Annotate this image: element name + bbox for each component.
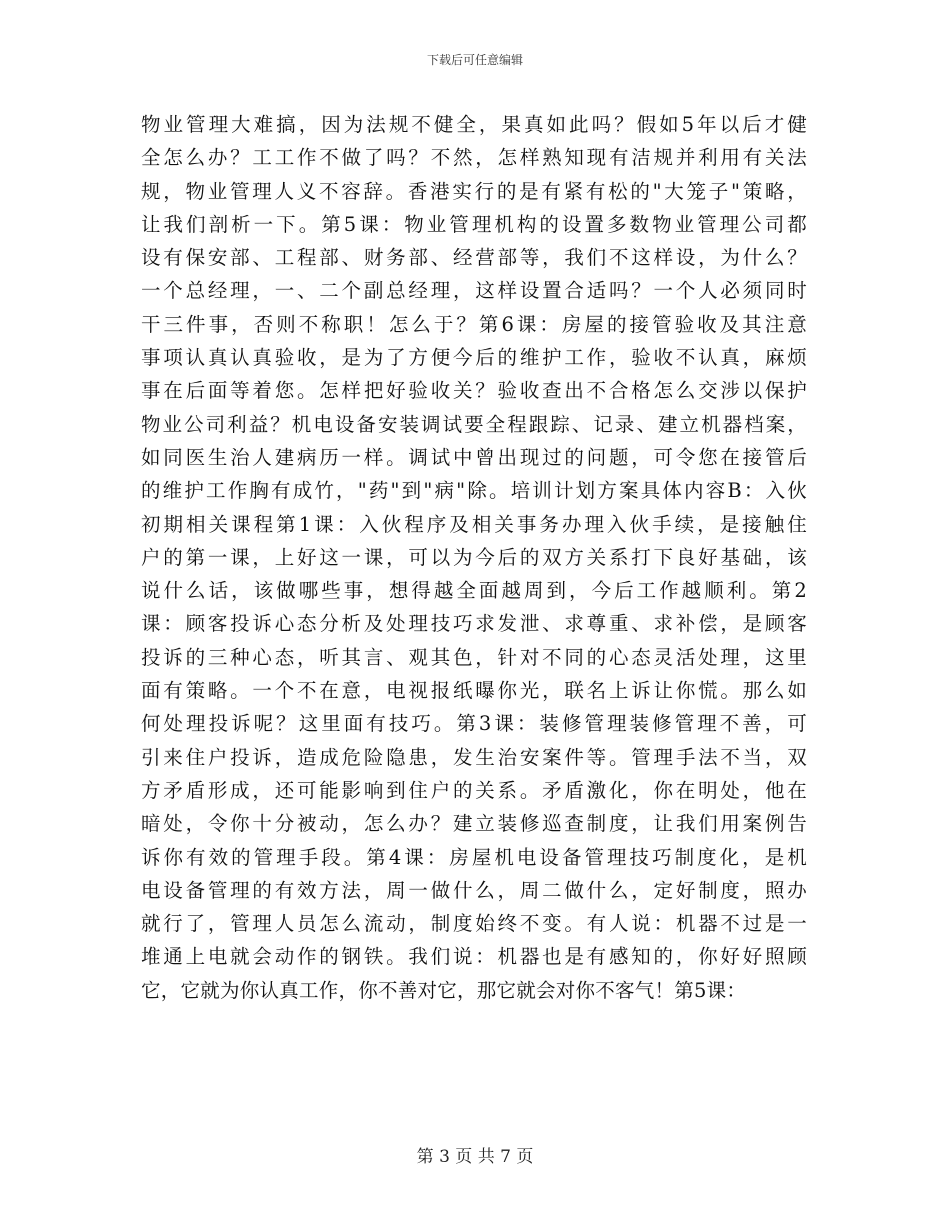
body-text bbox=[141, 108, 807, 1007]
text-line: 方矛盾形成，还可能影响到住户的关系。矛盾激化，你在明处，他在 bbox=[141, 778, 807, 802]
text-line: 诉你有效的管理手段。第4课：房屋机电设备管理技巧制度化，是机 bbox=[141, 845, 807, 869]
page-number: 第 3 页 共 7 页 bbox=[416, 1147, 534, 1167]
text-line: 物业管理大难搞，因为法规不健全，果真如此吗？假如5年以后才健 bbox=[141, 113, 807, 136]
text-line: 就行了，管理人员怎么流动，制度始终不变。有人说：机器不过是一 bbox=[141, 912, 807, 936]
text-line: 投诉的三种心态，听其言、观其色，针对不同的心态灵活处理，这里 bbox=[141, 645, 807, 669]
text-line: 引来住户投诉，造成危险隐患，发生治安案件等。管理手法不当，双 bbox=[141, 745, 807, 769]
text-line: 设有保安部、工程部、财务部、经营部等，我们不这样设，为什么？ bbox=[141, 246, 807, 270]
text-line: 户的第一课，上好这一课，可以为今后的双方关系打下良好基础，该 bbox=[141, 545, 807, 569]
text-line: 物业公司利益？机电设备安装调试要全程跟踪、记录、建立机器档案， bbox=[141, 412, 807, 436]
text-line: 的维护工作胸有成竹，"药"到"病"除。培训计划方案具体内容B：入伙 bbox=[141, 479, 807, 503]
text-line: 暗处，令你十分被动，怎么办？建立装修巡查制度，让我们用案例告 bbox=[141, 812, 807, 836]
text-line: 何处理投诉呢？这里面有技巧。第3课：装修管理装修管理不善，可 bbox=[141, 712, 807, 736]
page-header-note: 下载后可任意编辑 bbox=[426, 53, 523, 67]
text-line: 事项认真认真验收，是为了方便今后的维护工作，验收不认真，麻烦 bbox=[141, 346, 807, 370]
text-line: 一个总经理，一、二个副总经理，这样设置合适吗？一个人必须同时 bbox=[141, 279, 807, 303]
text-line: 全怎么办？工工作不做了吗？不然，怎样熟知现有洁规并利用有关法 bbox=[141, 146, 807, 170]
text-line: 电设备管理的有效方法，周一做什么，周二做什么，定好制度，照办 bbox=[141, 878, 807, 902]
text-line: 规，物业管理人义不容辞。香港实行的是有紧有松的"大笼子"策略， bbox=[141, 179, 807, 203]
text-line: 课：顾客投诉心态分析及处理技巧求发泄、求尊重、求补偿，是顾客 bbox=[141, 612, 807, 636]
text-line: 让我们剖析一下。第5课：物业管理机构的设置多数物业管理公司都 bbox=[141, 212, 807, 236]
text-line: 事在后面等着您。怎样把好验收关？验收查出不合格怎么交涉以保护 bbox=[141, 379, 807, 403]
text-line: 它，它就为你认真工作，你不善对它，那它就会对你不客气！第5课： bbox=[141, 978, 747, 1002]
text-line: 堆通上电就会动作的钢铁。我们说：机器也是有感知的，你好好照顾 bbox=[141, 945, 807, 969]
text-line: 面有策略。一个不在意，电视报纸曝你光，联名上诉让你慌。那么如 bbox=[141, 679, 807, 703]
text-line: 初期相关课程第1课：入伙程序及相关事务办理入伙手续，是接触住 bbox=[141, 512, 807, 536]
text-line: 干三件事，否则不称职！怎么于？第6课：房屋的接管验收及其注意 bbox=[141, 312, 807, 336]
text-line: 如同医生治人建病历一样。调试中曾出现过的问题，可令您在接管后 bbox=[141, 445, 807, 469]
text-line: 说什么话，该做哪些事，想得越全面越周到，今后工作越顺利。第2 bbox=[141, 579, 807, 603]
